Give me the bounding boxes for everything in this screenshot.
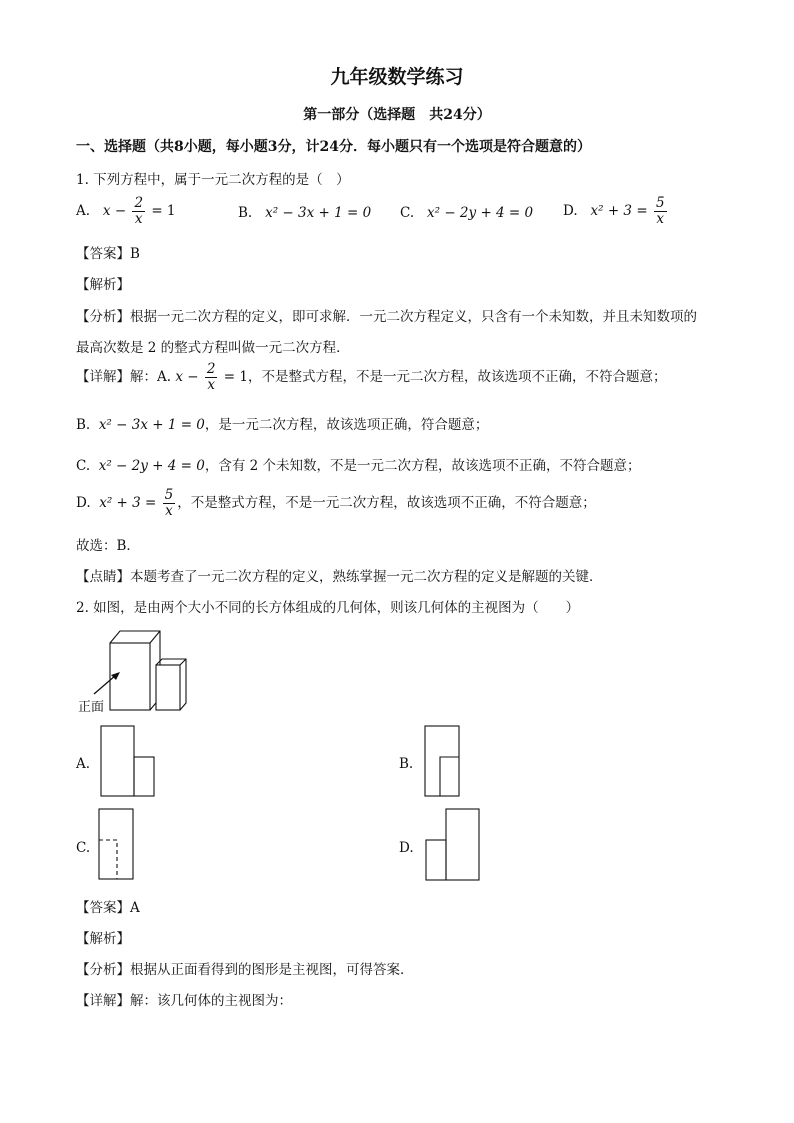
q1-stem: 1. 下列方程中，属于一元二次方程的是（ ） <box>76 172 350 188</box>
option-d-numerator: 5 <box>655 195 665 211</box>
detail-a-denominator: x <box>207 376 215 393</box>
detail-d-text: ，不是整式方程，不是一元二次方程，故该选项不正确，不符合题意； <box>177 494 596 511</box>
q1-choice: 故选：B． <box>76 538 140 554</box>
q2-detail: 【详解】解：该几何体的主视图为： <box>76 993 292 1009</box>
detail-b-label: B. <box>76 417 91 433</box>
detail-a-text: ，不是整式方程，不是一元二次方程，故该选项不正确，不符合题意； <box>247 368 667 385</box>
detail-c-expr: x² − 2y + 4 = 0 <box>98 458 205 474</box>
q1-option-c <box>400 205 533 221</box>
detail-d-numerator: 5 <box>164 487 174 503</box>
front-view-label: 正面 <box>78 700 105 715</box>
q1-remark: 【点睛】本题考查了一元二次方程的定义，熟练掌握一元二次方程的定义是解题的关键． <box>76 569 603 585</box>
detail-c-label: C. <box>76 458 91 474</box>
q2-stem: 2. 如图，是由两个大小不同的长方体组成的几何体，则该几何体的主视图为（ ） <box>76 600 580 616</box>
option-d-expr-pre: x² + 3 = <box>590 202 648 219</box>
q2-option-a-figure <box>100 725 158 799</box>
q1-option-d <box>563 196 669 227</box>
option-a-denominator: x <box>134 210 143 227</box>
detail-a-expr-post: = 1 <box>223 368 248 385</box>
q2-analysis-heading: 【解析】 <box>76 931 130 947</box>
page-title: 九年级数学练习 <box>330 66 464 88</box>
q1-answer: 【答案】B <box>76 246 140 262</box>
option-d-denominator: x <box>656 210 665 227</box>
q2-answer: 【答案】A <box>76 900 140 916</box>
detail-b-expr: x² − 3x + 1 = 0 <box>98 417 205 433</box>
q2-option-b-label: B. <box>399 756 414 772</box>
q2-option-b-figure <box>424 725 464 799</box>
q2-option-d-label: D. <box>399 840 414 856</box>
q2-option-c-label: C. <box>76 840 91 856</box>
option-a-expr-pre: x − <box>102 202 127 219</box>
option-b-expr: x² − 3x + 1 = 0 <box>265 205 372 221</box>
option-a-numerator: 2 <box>134 195 144 211</box>
option-c-expr: x² − 2y + 4 = 0 <box>427 205 534 221</box>
option-d-label: D. <box>563 202 578 219</box>
detail-b-text: ，是一元二次方程，故该选项正确，符合题意； <box>204 417 489 433</box>
q2-option-a-label: A. <box>76 756 91 772</box>
section-heading: 一、选择题（共8小题，每小题3分，计24分．每小题只有一个选项是符合题意的） <box>76 139 591 155</box>
q1-fenxi-line-1: 【分析】根据一元二次方程的定义，即可求解．一元二次方程定义，只含有一个未知数，并且未知数项的 <box>76 309 697 325</box>
detail-a-prefix: 【详解】解：A. <box>76 368 172 385</box>
detail-c-text: ，含有 2 个未知数，不是一元二次方程，故该选项不正确，不符合题意； <box>204 458 641 474</box>
option-c-label: C. <box>400 205 415 221</box>
detail-d-expr-pre: x² + 3 = <box>99 494 157 511</box>
detail-a-expr-pre: x − <box>175 368 199 385</box>
q2-option-d-figure <box>425 808 483 882</box>
q1-detail-a <box>76 362 666 393</box>
q1-detail-b <box>76 413 488 433</box>
detail-a-numerator: 2 <box>206 361 216 377</box>
option-b-label: B. <box>238 205 253 221</box>
q1-detail-d <box>76 488 596 519</box>
q1-analysis-heading: 【解析】 <box>76 277 130 293</box>
q1-fenxi-line-2: 最高次数是 2 的整式方程叫做一元二次方程． <box>76 340 350 356</box>
q1-option-a <box>76 196 176 227</box>
q1-detail-c <box>76 454 641 474</box>
q1-option-b <box>238 205 371 221</box>
q2-option-c-figure <box>98 808 138 882</box>
detail-d-label: D. <box>76 494 91 511</box>
option-a-expr-post: = 1 <box>151 202 176 219</box>
part-subtitle: 第一部分（选择题 共24分） <box>303 107 491 123</box>
q2-fenxi: 【分析】根据从正面看得到的图形是主视图，可得答案． <box>76 962 414 978</box>
option-a-label: A. <box>76 202 91 219</box>
detail-d-denominator: x <box>165 502 173 519</box>
